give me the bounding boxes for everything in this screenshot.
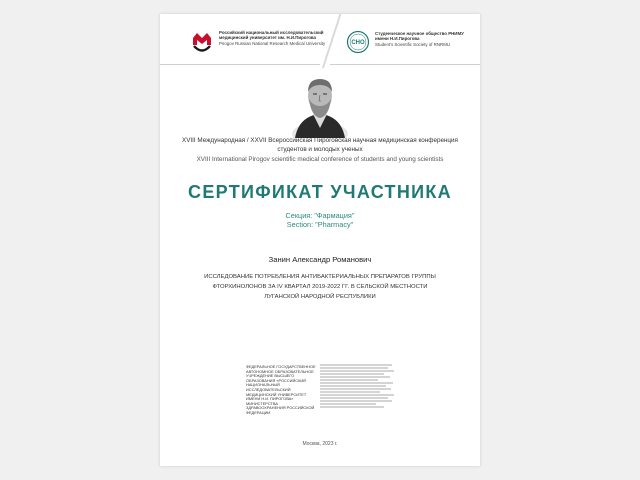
electronic-signature-stamp xyxy=(318,362,396,412)
university-name xyxy=(219,30,329,46)
section-en: Section: "Pharmacy" xyxy=(286,220,354,229)
city-year: Москва, 2023 г. xyxy=(302,441,338,447)
university-logo-icon xyxy=(191,30,213,54)
university-name-en: Pirogov Russian National Research Medical University xyxy=(219,40,326,46)
section-ru: Секция: "Фармация" xyxy=(285,211,355,220)
certificate-page xyxy=(160,14,480,466)
student-society-logo-icon xyxy=(346,30,370,54)
student-society-name-ru: Студенческое научное общество РНИМУ имени Н.И.Пирогова xyxy=(375,31,464,42)
pirogov-portrait xyxy=(291,72,349,138)
student-society-name-en: Student's Scientific Society of RNRMU xyxy=(375,41,451,47)
student-society-name xyxy=(375,31,470,47)
certificate-header xyxy=(160,14,480,65)
participant-name: Занин Александр Романович xyxy=(268,255,372,264)
conference-title-en: XVIII International Pirogov scientific medical conference of students and young scientists xyxy=(196,156,444,163)
certificate-title: СЕРТИФИКАТ УЧАСТНИКА xyxy=(188,182,452,202)
university-name-ru: Российский национальный исследовательский медицинский университет им. Н.И.Пирогова xyxy=(219,30,324,41)
signer-organization: ФЕДЕРАЛЬНОЕ ГОСУДАРСТВЕННОЕ АВТОНОМНОЕ ОБРАЗОВАТЕЛЬНОЕ УЧРЕЖДЕНИЕ ВЫСШЕГО ОБРАЗОВАНИЯ «РОССИЙСКИЙ НАЦИОНАЛЬНЫЙ ИССЛЕДОВАТЕЛЬСКИЙ МЕДИЦИНСКИЙ УНИВЕРСИТЕТ ИМЕНИ Н.И. ПИРОГОВА» МИНИСТЕРСТВА ЗДРАВООХРАНЕНИЯ РОССИЙСКОЙ ФЕДЕРАЦИИ xyxy=(246,364,316,415)
student-society-logo-text: СНО xyxy=(351,40,365,46)
conference-title-ru: XVIII Международная / XXVII Всероссийская Пироговская научная медицинская конференция студентов и молодых ученых xyxy=(182,137,458,153)
work-title: ИССЛЕДОВАНИЕ ПОТРЕБЛЕНИЯ АНТИБАКТЕРИАЛЬНЫХ ПРЕПАРАТОВ ГРУППЫ ФТОРХИНОЛОНОВ ЗА IV КВАРТАЛ 2019-2022 ГГ. В СЕЛЬСКОЙ МЕСТНОСТИ ЛУГАНСКОЙ НАРОДНОЙ РЕСПУБЛИКИ xyxy=(204,274,436,300)
